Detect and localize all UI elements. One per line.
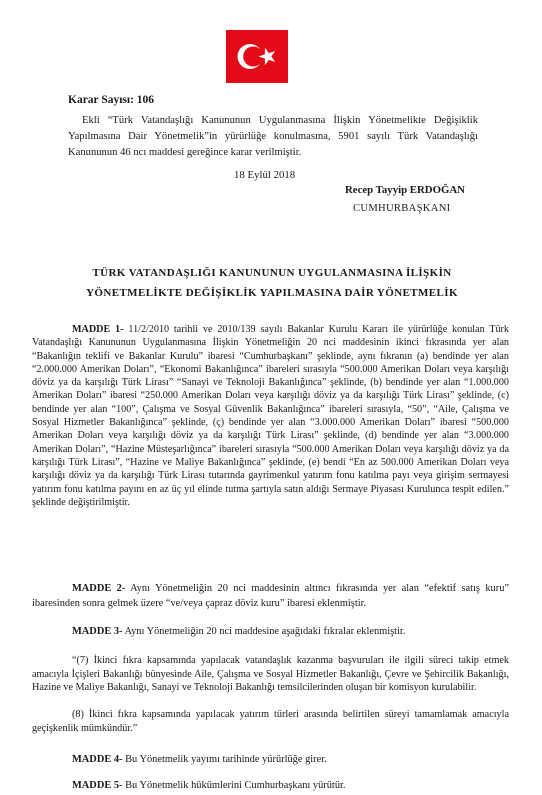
added-paragraph-8-text: (8) İkinci fıkra kapsamında yapılacak yatırım türleri arasında belirtilen süreyi tamamlamak amacıyla geçişkenlik mümkündür.”	[32, 709, 509, 734]
regulation-title-line-1: TÜRK VATANDAŞLIĞI KANUNUNUN UYGULANMASINA İLİŞKİN	[92, 267, 452, 279]
article-4-text: Bu Yönetmelik yayımı tarihinde yürürlüğe girer.	[122, 754, 327, 765]
added-paragraph-7	[32, 654, 509, 695]
article-2	[32, 582, 509, 611]
article-4-label: MADDE 4-	[72, 754, 123, 765]
decision-intro-text: Ekli “Türk Vatandaşlığı Kanununun Uygulanmasına İlişkin Yönetmelikte Değişiklik Yapılmasına Dair Yönetmelik”in yürürlüğe konulmasına, 5901 sayılı Türk Vatandaşlığı Kanununun 46 ncı maddesi gereğince karar verilmiştir.	[68, 115, 478, 158]
regulation-title	[30, 263, 514, 303]
signer-first-name: Recep Tayyip	[345, 184, 410, 196]
added-paragraph-7-text: “(7) İkinci fıkra kapsamında yapılacak vatandaşlık kazanma başvuruları ile ilgili süreci takip etmek amacıyla İçişleri Bakanlığı bünyesinde Aile, Çalışma ve Sosyal Hizmetler Bakanlığı, Çevre ve Şehircilik Bakanlığı, Hazine ve Maliye Bakanlığı, Sanayi ve Teknoloji Bakanlığı temsilcilerinden oluşan bir komisyon kurulabilir.	[32, 655, 509, 694]
article-1	[32, 323, 509, 509]
article-2-text: Aynı Yönetmeliğin 20 nci maddesinin altıncı fıkrasında yer alan “efektif satış kuru” ibaresinden sonra gelmek üzere “ve/veya çapraz döviz kuru” ibaresi eklenmiştir.	[32, 583, 509, 609]
article-1-label: MADDE 1-	[72, 324, 124, 335]
article-2-label: MADDE 2-	[72, 583, 126, 594]
signer-title: CUMHURBAŞKANI	[353, 203, 451, 214]
decision-date: 18 Eylül 2018	[234, 169, 296, 181]
article-5-text: Bu Yönetmelik hükümlerini Cumhurbaşkanı yürütür.	[122, 780, 346, 791]
signer-name	[345, 184, 465, 196]
article-4	[32, 753, 509, 768]
article-3	[32, 625, 509, 640]
article-1-text: 11/2/2010 tarihli ve 2010/139 sayılı Bakanlar Kurulu Kararı ile yürürlüğe konulan Türk Vatandaşlığı Kanununun Uygulanmasına İlişkin Yönetmeliğin 20 nci maddesinin ikinci fıkrasında yer alan “Bakanlığın teklifi ve Bakanlar Kurulu” ibaresi “Cumhurbaşkanı” şeklinde, aynı fıkranın (a) bendinde yer alan “2.000.000 Amerikan Doları”, “Ekonomi Bakanlığınca” ibareleri sırasıyla “500.000 Amerikan Doları veya karşılığı döviz ya da karşılığı Türk Lirası” “Sanayi ve Teknoloji Bakanlığınca” şeklinde, (b) bendinde yer alan “1.000.000 Amerikan Doları” ibaresi “250.000 Amerikan Doları veya karşılığı döviz ya da karşılığı Türk Lirası” şeklinde, (c) bendinde yer alan “100”, Çalışma ve Sosyal Güvenlik Bakanlığınca” ibareleri sırasıyla, “50”, “Aile, Çalışma ve Sosyal Hizmetler Bakanlığınca” şeklinde, (ç) bendinde yer alan “3.000.000 Amerikan Doları” ibaresi “500.000 Amerikan Doları veya karşılığı döviz ya da karşılığı Türk Lirası” şeklinde, (d) bendinde yer alan “3.000.000 Amerikan Doları”, “Hazine Müsteşarlığınca” ibareleri sırasıyla “500.000 Amerikan Doları veya karşılığı döviz ya da karşılığı Türk Lirası”, “Hazine ve Maliye Bakanlığınca” şeklinde, (e) bendi “En az 500.000 Amerikan Doları veya karşılığı döviz ya da karşılığı Türk Lirası tutarında gayrimenkul yatırım fonu katılma payı veya girişim sermayesi yatırım fonu katılma payını en az üç yıl elinde tutma şartıyla satın aldığı Sermaye Piyasası Kurulunca tespit edilen.” şeklinde değiştirilmiştir.	[32, 324, 509, 508]
article-3-label: MADDE 3-	[72, 626, 123, 637]
decision-number: Karar Sayısı: 106	[68, 94, 155, 106]
article-5-label: MADDE 5-	[72, 780, 123, 791]
added-paragraph-8	[32, 708, 509, 735]
article-3-text: Aynı Yönetmeliğin 20 nci maddesine aşağıdaki fıkralar eklenmiştir.	[122, 626, 406, 637]
signer-last-name: ERDOĞAN	[409, 184, 465, 196]
decision-intro	[68, 113, 478, 161]
turkish-flag-icon	[226, 30, 288, 83]
article-5	[32, 779, 509, 794]
regulation-title-line-2: YÖNETMELİKTE DEĞİŞİKLİK YAPILMASINA DAİR YÖNETMELİK	[86, 287, 458, 299]
